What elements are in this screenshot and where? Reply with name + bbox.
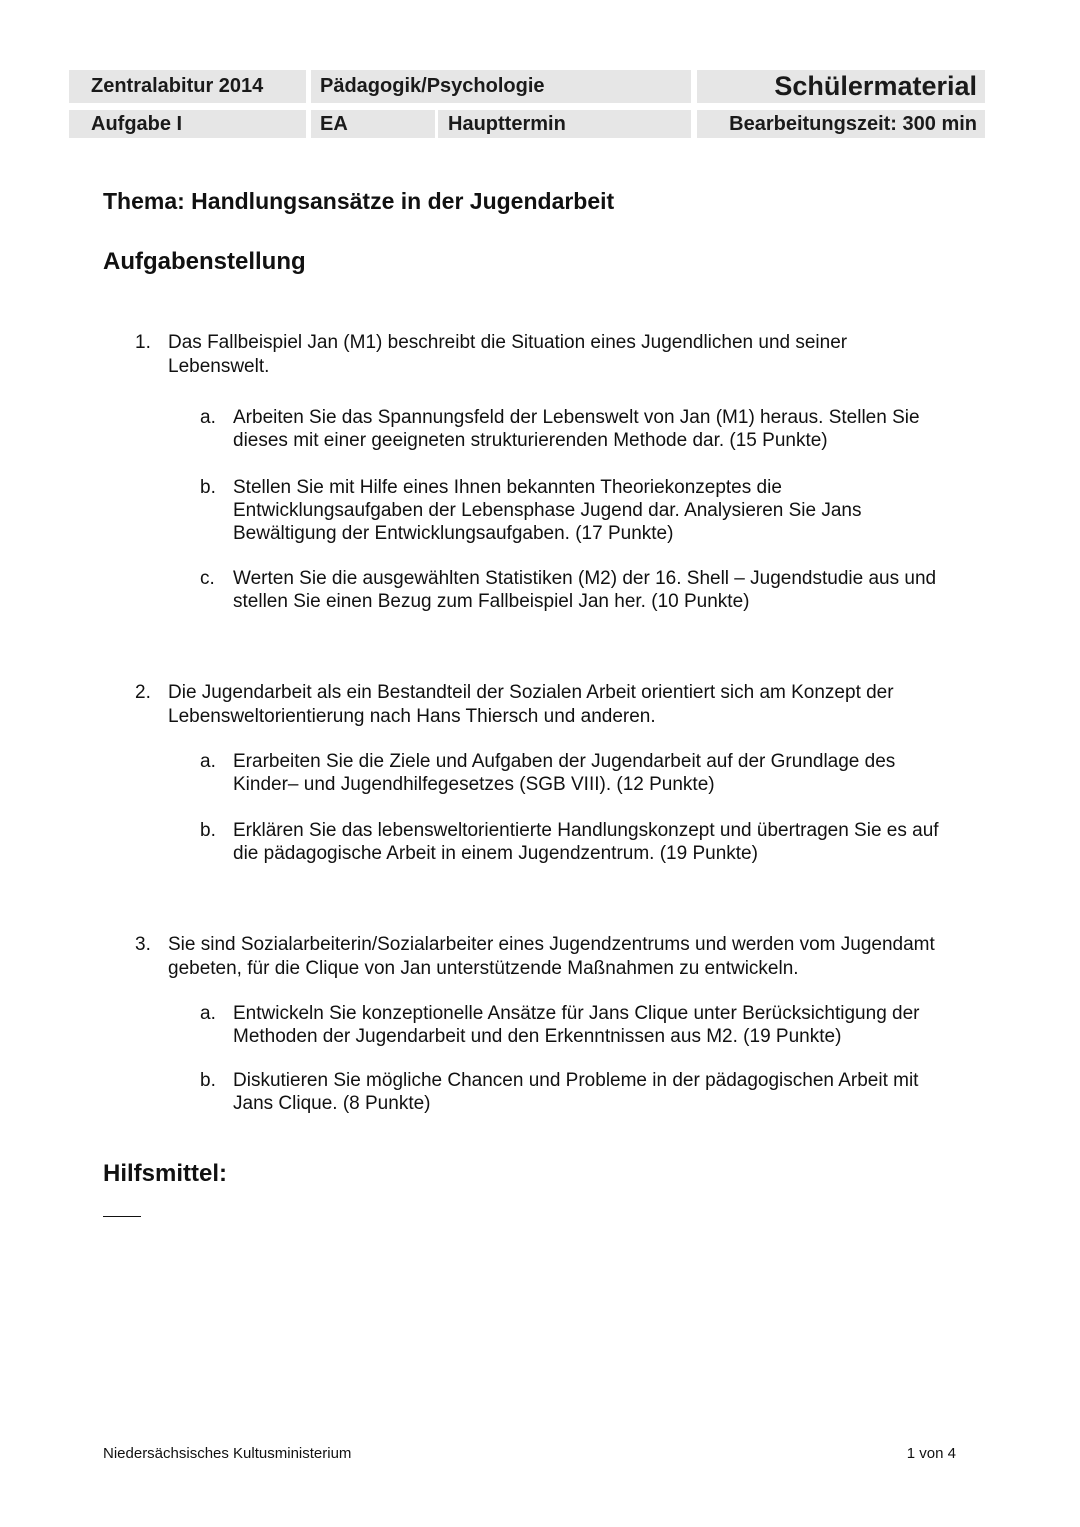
header-material: Schülermaterial bbox=[697, 70, 985, 103]
task-number: 2. bbox=[135, 682, 151, 703]
subtask-text: Diskutieren Sie mögliche Chancen und Probleme in der pädagogischen Arbeit mit Jans Clique. (8 Punkte) bbox=[233, 1070, 919, 1114]
task-1b bbox=[200, 476, 960, 545]
task-1c bbox=[200, 567, 960, 613]
subtask-label: c. bbox=[200, 568, 215, 589]
header-level: EA bbox=[311, 110, 435, 138]
task-3 bbox=[135, 933, 955, 981]
subtask-text: Erklären Sie das lebensweltorientierte Handlungskonzept und übertragen Sie es auf die pädagogische Arbeit in einem Jugendzentrum. (19 Punkte) bbox=[233, 820, 939, 864]
task-2a bbox=[200, 750, 960, 796]
task-2b bbox=[200, 819, 960, 865]
task-text: Sie sind Sozialarbeiterin/Sozialarbeiter eines Jugendzentrums und werden vom Jugendamt gebeten, für die Clique von Jan unterstützende Maßnahmen zu entwickeln. bbox=[168, 934, 935, 979]
header-exam: Zentralabitur 2014 bbox=[69, 70, 306, 103]
task-2 bbox=[135, 681, 955, 729]
footer-publisher: Niedersächsisches Kultusministerium bbox=[103, 1445, 352, 1462]
task-3b bbox=[200, 1069, 960, 1115]
header-task: Aufgabe I bbox=[69, 110, 306, 138]
section-title: Aufgabenstellung bbox=[103, 248, 306, 275]
header-term: Haupttermin bbox=[438, 110, 691, 138]
subtask-text: Stellen Sie mit Hilfe eines Ihnen bekannten Theoriekonzeptes die Entwicklungsaufgaben der Lebensphase Jugend dar. Analysieren Sie Jans Bewältigung der Entwicklungsaufgaben. (17 Punkte) bbox=[233, 477, 862, 544]
subtask-text: Arbeiten Sie das Spannungsfeld der Lebenswelt von Jan (M1) heraus. Stellen Sie dieses mit einer geeigneten strukturierenden Methode dar. (15 Punkte) bbox=[233, 407, 920, 451]
task-3a bbox=[200, 1002, 960, 1048]
subtask-label: b. bbox=[200, 1070, 216, 1091]
subtask-label: b. bbox=[200, 820, 216, 841]
subtask-label: a. bbox=[200, 1003, 216, 1024]
header-duration: Bearbeitungszeit: 300 min bbox=[697, 110, 985, 138]
footer-page-number: 1 von 4 bbox=[906, 1445, 956, 1462]
task-text: Die Jugendarbeit als ein Bestandteil der Sozialen Arbeit orientiert sich am Konzept der Lebensweltorientierung nach Hans Thiersch und anderen. bbox=[168, 682, 894, 727]
task-1 bbox=[135, 331, 925, 379]
task-text: Das Fallbeispiel Jan (M1) beschreibt die Situation eines Jugendlichen und seiner Lebenswelt. bbox=[168, 332, 848, 377]
task-1a bbox=[200, 406, 960, 452]
task-number: 1. bbox=[135, 332, 151, 353]
task-number: 3. bbox=[135, 934, 151, 955]
aids-placeholder-line bbox=[103, 1216, 141, 1217]
aids-title: Hilfsmittel: bbox=[103, 1160, 228, 1187]
subtask-label: b. bbox=[200, 477, 216, 498]
subtask-label: a. bbox=[200, 751, 216, 772]
subtask-text: Entwickeln Sie konzeptionelle Ansätze für Jans Clique unter Berücksichtigung der Methoden der Jugendarbeit und den Erkenntnissen aus M2. (19 Punkte) bbox=[233, 1003, 920, 1047]
header-subject: Pädagogik/Psychologie bbox=[311, 70, 691, 103]
subtask-label: a. bbox=[200, 407, 216, 428]
subtask-text: Erarbeiten Sie die Ziele und Aufgaben der Jugendarbeit auf der Grundlage des Kinder– und Jugendhilfegesetzes (SGB VIII). (12 Punkte) bbox=[233, 751, 896, 795]
page-title: Thema: Handlungsansätze in der Jugendarbeit bbox=[103, 188, 615, 214]
subtask-text: Werten Sie die ausgewählten Statistiken (M2) der 16. Shell – Jugendstudie aus und stellen Sie einen Bezug zum Fallbeispiel Jan her. (10 Punkte) bbox=[233, 568, 937, 612]
